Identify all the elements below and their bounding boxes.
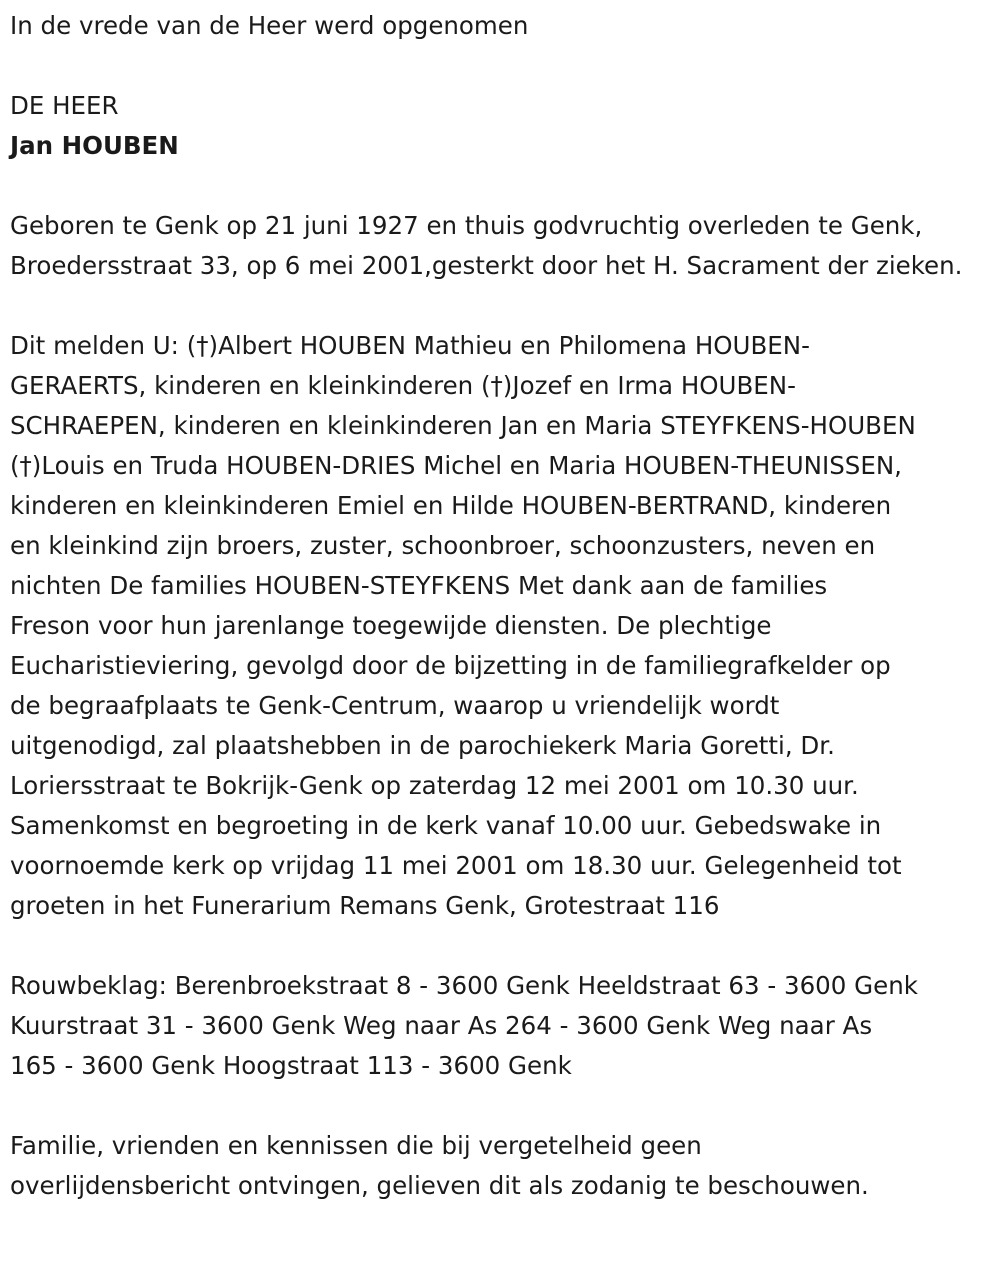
family-line: uitgenodigd, zal plaatshebben in de parochiekerk Maria Goretti, Dr. [10,731,835,760]
closing-line: Familie, vrienden en kennissen die bij vergetelheid geen [10,1131,702,1160]
family-line: Loriersstraat te Bokrijk-Genk op zaterdag 12 mei 2001 om 10.30 uur. [10,771,859,800]
family-line: Eucharistieviering, gevolgd door de bijzetting in de familiegrafkelder op [10,651,891,680]
family-line: voornoemde kerk op vrijdag 11 mei 2001 om 18.30 uur. Gelegenheid tot [10,851,902,880]
spacer [10,926,990,966]
family-line: groeten in het Funerarium Remans Genk, Grotestraat 116 [10,891,720,920]
family-line: de begraafplaats te Genk-Centrum, waarop u vriendelijk wordt [10,691,780,720]
family-line: Samenkomst en begroeting in de kerk vanaf 10.00 uur. Gebedswake in [10,811,882,840]
deceased-name: Jan HOUBEN [10,131,179,160]
family-line: GERAERTS, kinderen en kleinkinderen (†)Jozef en Irma HOUBEN- [10,371,796,400]
spacer [10,166,990,206]
family-line: SCHRAEPEN, kinderen en kleinkinderen Jan en Maria STEYFKENS-HOUBEN [10,411,916,440]
family-line: nichten De families HOUBEN-STEYFKENS Met dank aan de families [10,571,828,600]
mourning-line: Rouwbeklag: Berenbroekstraat 8 - 3600 Genk Heeldstraat 63 - 3600 Genk [10,971,918,1000]
family-paragraph [10,326,990,926]
intro-line: In de vrede van de Heer werd opgenomen [10,11,529,40]
family-line: kinderen en kleinkinderen Emiel en Hilde HOUBEN-BERTRAND, kinderen [10,491,892,520]
birth-death-paragraph: Geboren te Genk op 21 juni 1927 en thuis godvruchtig overleden te Genk, Broedersstraat 33, op 6 mei 2001,gesterkt door het H. Sacrament der zieken. [10,211,963,280]
closing-note [10,1126,990,1206]
salutation: DE HEER [10,91,119,120]
spacer [10,46,990,86]
spacer [10,1086,990,1126]
family-line: en kleinkind zijn broers, zuster, schoonbroer, schoonzusters, neven en [10,531,876,560]
family-line: Freson voor hun jarenlange toegewijde diensten. De plechtige [10,611,772,640]
spacer [10,286,990,326]
mourning-line: 165 - 3600 Genk Hoogstraat 113 - 3600 Genk [10,1051,572,1080]
closing-line: overlijdensbericht ontvingen, gelieven dit als zodanig te beschouwen. [10,1171,869,1200]
mourning-addresses [10,966,990,1086]
family-line: (†)Louis en Truda HOUBEN-DRIES Michel en Maria HOUBEN-THEUNISSEN, [10,451,902,480]
family-line: Dit melden U: (†)Albert HOUBEN Mathieu en Philomena HOUBEN- [10,331,810,360]
mourning-line: Kuurstraat 31 - 3600 Genk Weg naar As 264 - 3600 Genk Weg naar As [10,1011,873,1040]
